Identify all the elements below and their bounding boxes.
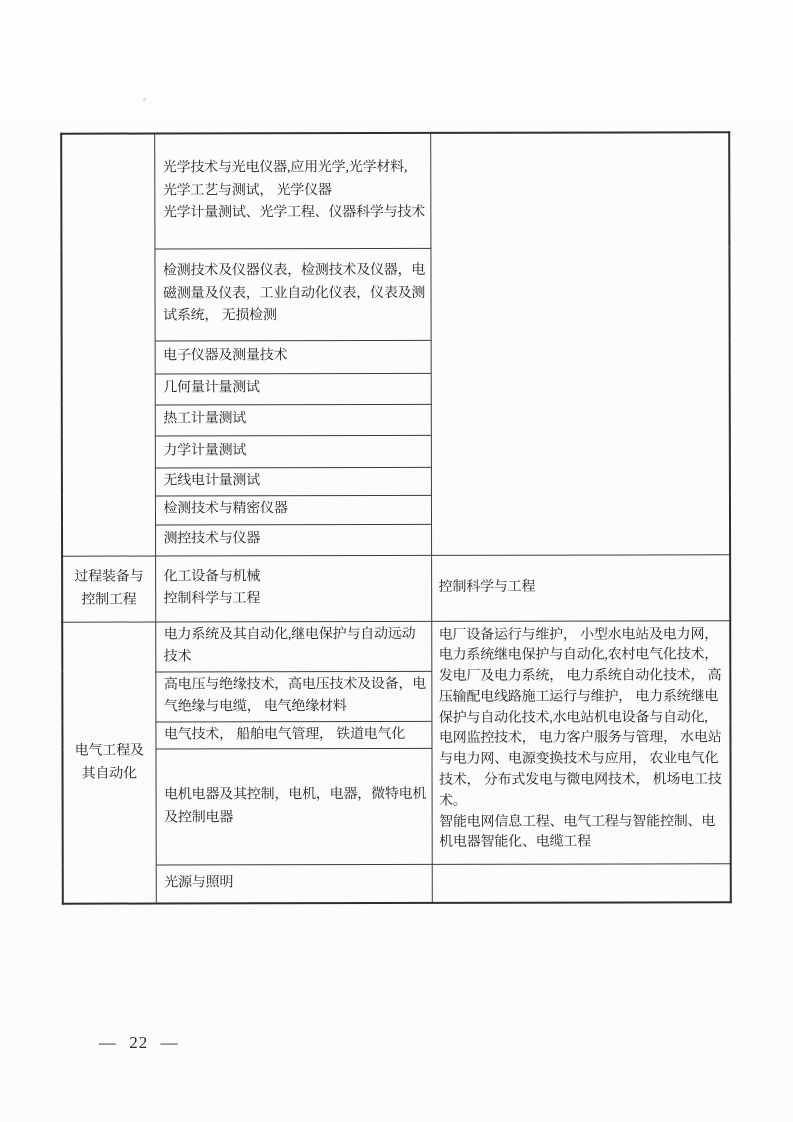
major-cell-precision-instruments: 检测技术与精密仪器 bbox=[155, 495, 431, 525]
corresponding-cell-control-science: 控制科学与工程 bbox=[431, 554, 730, 621]
major-cell-mechanics-metrology: 力学计量测试 bbox=[155, 435, 431, 468]
group-cell-electrical-engineering: 电气工程及 其自动化 bbox=[62, 622, 156, 904]
major-cell-motors-appliances: 电机电器及其控制，电机，电器，微特电机 及控制电器 bbox=[155, 748, 431, 865]
major-cell-high-voltage: 高电压与绝缘技术，高电压技术及设备，电 气绝缘与电缆， 电气绝缘材料 bbox=[155, 671, 431, 722]
corresponding-cell-empty-bottom bbox=[432, 864, 731, 903]
major-cell-geometric-metrology: 几何量计量测试 bbox=[155, 373, 431, 405]
major-cell-chemical-equipment: 化工设备与机械 控制科学与工程 bbox=[155, 555, 431, 622]
corresponding-cell-electrical-majors: 电厂设备运行与维护， 小型水电站及电力网， 电力系统继电保护与自动化,农村电气化技术， 发电厂及电力系统， 电力系统自动化技术， 高 压输配电线路施工运行与维护， 电力系统继电 保护与自动化技术,水电站机电设备与自动化, 电网监控技术， 电力客户服务与管理， 水电站 与电力网、电源变换技术与应用， 农业电气化 技术， 分布式发电与微电网技术， 机场电工技 术。 智能电网信息工程、电气工程与智能控制、电 机电器智能化、电缆工程 bbox=[431, 620, 731, 864]
major-cell-radio-metrology: 无线电计量测试 bbox=[155, 467, 431, 496]
corresponding-cell-empty-top bbox=[430, 132, 730, 555]
major-cell-power-systems: 电力系统及其自动化,继电保护与自动远动 技术 bbox=[155, 621, 431, 672]
major-cell-measurement-control: 测控技术与仪器 bbox=[155, 524, 431, 556]
major-cell-thermal-metrology: 热工计量测试 bbox=[155, 404, 431, 436]
page-number: — 22 — bbox=[99, 1033, 179, 1052]
group-cell-empty-top bbox=[61, 134, 155, 556]
group-cell-process-equipment: 过程装备与 控制工程 bbox=[62, 556, 155, 622]
major-cell-optics: 光学技术与光电仪器,应用光学,光学材料, 光学工艺与测试， 光学仪器 光学计量测试、光学工程、仪器科学与技术 bbox=[154, 133, 430, 249]
scan-speck bbox=[143, 98, 146, 101]
major-cell-electronic-instruments: 电子仪器及测量技术 bbox=[155, 340, 431, 374]
major-cell-detection-instruments: 检测技术及仪器仪表，检测技术及仪器，电 磁测量及仪表，工业自动化仪表，仪表及测 试系统， 无损检测 bbox=[154, 248, 430, 341]
major-cell-light-source: 光源与照明 bbox=[156, 864, 432, 903]
major-cell-electrical-technology: 电气技术， 船舶电气管理， 铁道电气化 bbox=[155, 721, 431, 749]
discipline-majors-table bbox=[60, 131, 732, 904]
